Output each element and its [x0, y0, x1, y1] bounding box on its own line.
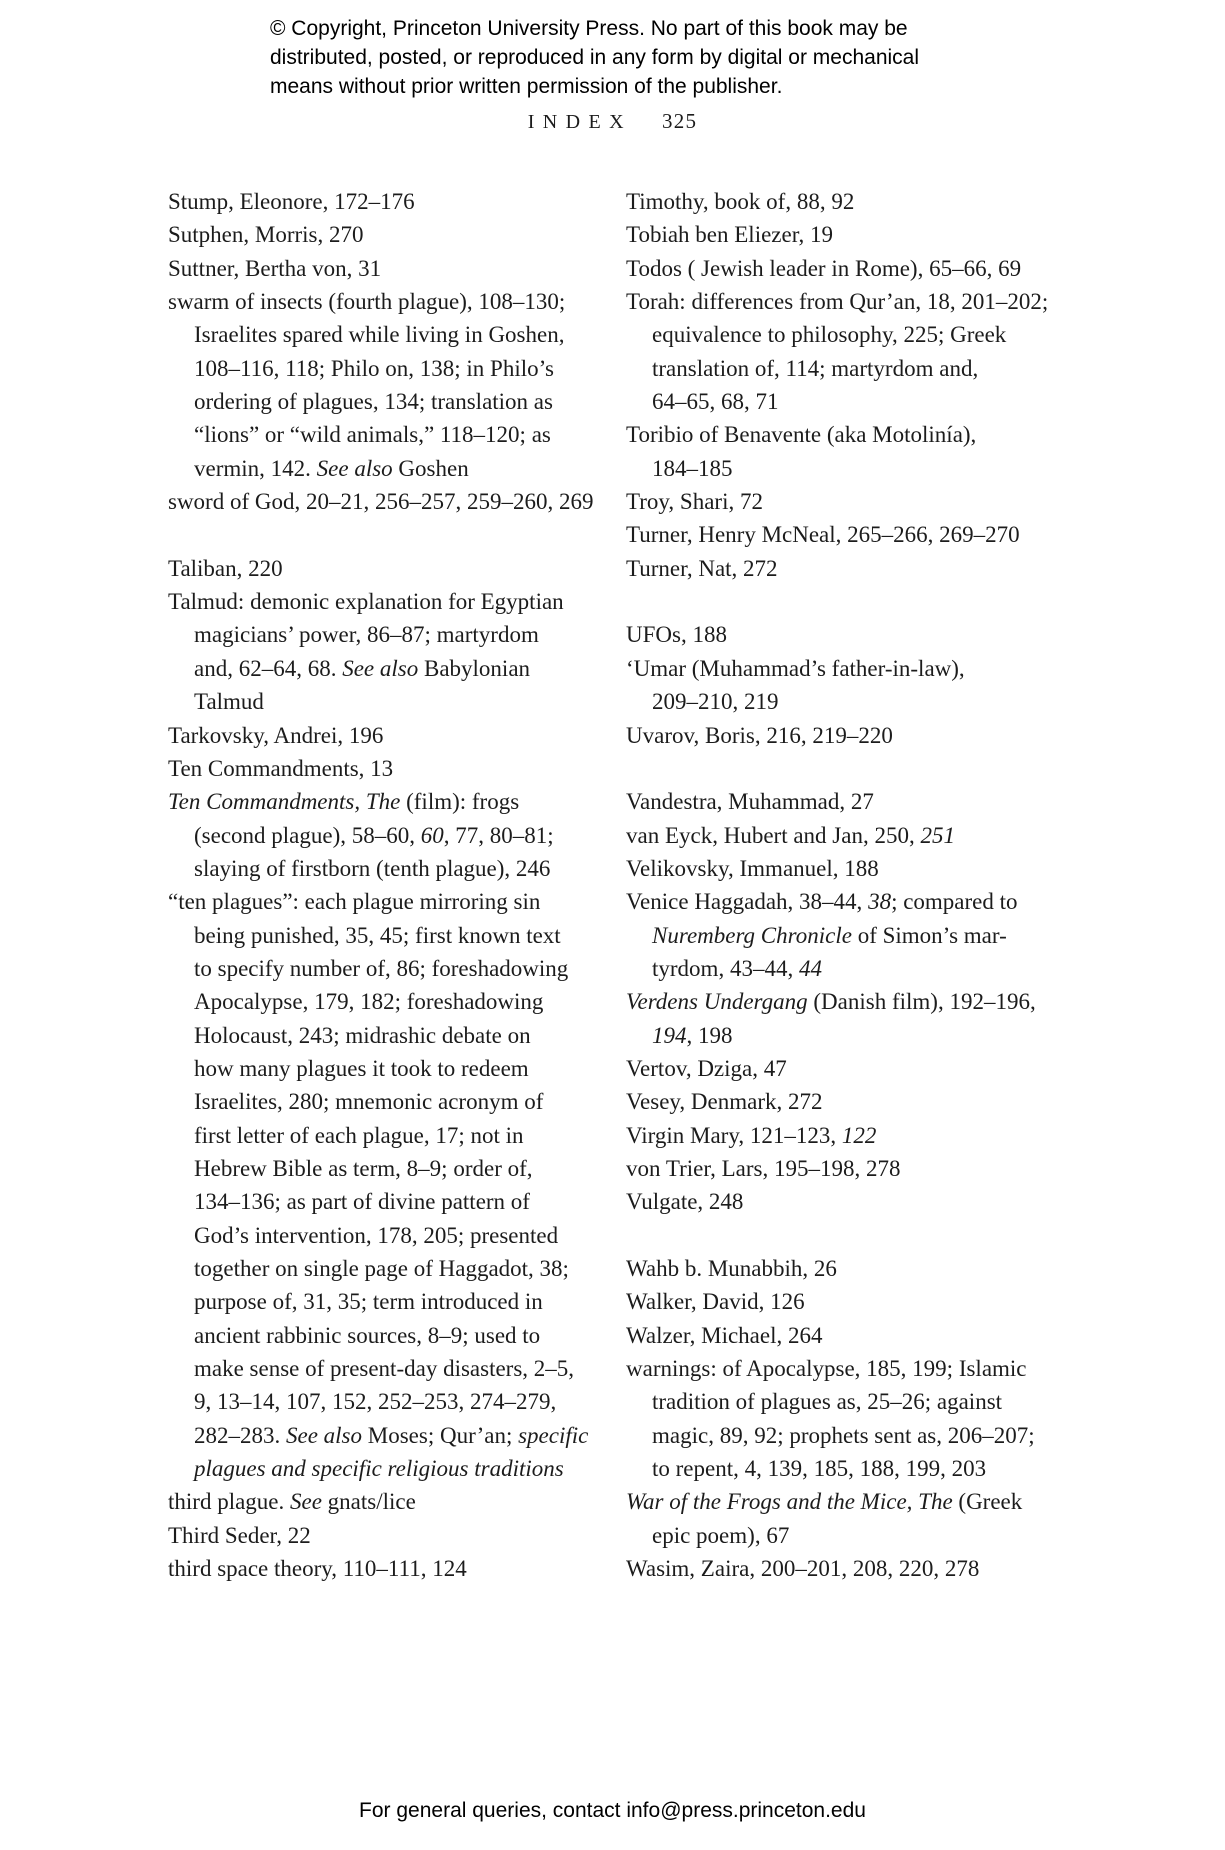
index-text-segment: Troy, Shari, 72: [626, 489, 763, 515]
index-columns: [168, 185, 1084, 1585]
index-text-segment: UFOs, 188: [626, 622, 727, 648]
index-line: [168, 752, 626, 785]
index-italic-segment: 122: [841, 1122, 877, 1148]
index-blank-line: [626, 585, 1084, 618]
index-text-segment: “ten plagues”: each plague mirroring sin: [168, 889, 541, 915]
index-line: [626, 1319, 1084, 1352]
index-line: [626, 719, 1084, 752]
index-text-segment: translation of, 114; martyrdom and,: [652, 355, 979, 381]
index-text-segment: Talmud: demonic explanation for Egyptian: [168, 589, 564, 615]
index-line: [626, 1485, 1084, 1518]
index-title: INDEX: [527, 111, 632, 133]
copyright-notice: [270, 14, 919, 101]
index-text-segment: Ten Commandments, 13: [168, 755, 394, 781]
index-line: [168, 552, 626, 585]
index-line: [626, 418, 1084, 451]
index-text-segment: Turner, Nat, 272: [626, 555, 778, 581]
index-line: [626, 285, 1084, 318]
index-text-segment: Torah: differences from Qur’an, 18, 201–202;: [626, 289, 1049, 315]
index-line: [168, 1119, 626, 1152]
index-line: [626, 685, 1084, 718]
index-text-segment: Vulgate, 248: [626, 1189, 744, 1215]
index-text-segment: Wahb b. Munabbih, 26: [626, 1256, 837, 1281]
index-text-segment: vermin, 142.: [194, 455, 317, 481]
index-text-segment: Timothy, book of, 88, 92: [626, 189, 855, 214]
index-text-segment: 134–136; as part of divine pattern of: [194, 1189, 530, 1215]
index-text-segment: Todos ( Jewish leader in Rome), 65–66, 69: [626, 255, 1022, 281]
index-text-segment: Sutphen, Morris, 270: [168, 222, 364, 248]
index-right-column: [626, 185, 1084, 1585]
index-text-segment: Vandestra, Muhammad, 27: [626, 789, 874, 815]
index-text-segment: make sense of present-day disasters, 2–5,: [194, 1356, 575, 1382]
index-line: [168, 885, 626, 918]
index-text-segment: Tarkovsky, Andrei, 196: [168, 722, 384, 748]
index-text-segment: Virgin Mary, 121–123,: [626, 1122, 842, 1148]
index-line: [168, 385, 626, 418]
index-text-segment: Babylonian: [418, 655, 531, 681]
index-text-segment: Walker, David, 126: [626, 1289, 805, 1315]
index-line: [168, 485, 626, 518]
index-line: [168, 185, 626, 218]
index-line: [168, 1085, 626, 1118]
index-text-segment: 209–210, 219: [652, 689, 779, 715]
index-line: [168, 1219, 626, 1252]
index-text-segment: Uvarov, Boris, 216, 219–220: [626, 722, 893, 748]
index-line: [626, 485, 1084, 518]
index-line: [626, 1552, 1084, 1585]
index-line: [626, 1352, 1084, 1385]
index-line: [626, 452, 1084, 485]
index-text-segment: ‘Umar (Muhammad’s father-in-law),: [626, 655, 965, 681]
index-text-segment: Stump, Eleonore, 172–176: [168, 189, 415, 214]
index-line: [168, 1419, 626, 1452]
index-text-segment: Toribio of Benavente (aka Motolinía),: [626, 422, 977, 448]
index-line: [626, 919, 1084, 952]
index-line: [626, 1285, 1084, 1318]
index-line: [168, 1185, 626, 1218]
index-line: [626, 1152, 1084, 1185]
index-text-segment: together on single page of Haggadot, 38;: [194, 1256, 569, 1281]
index-line: [168, 1052, 626, 1085]
index-line: [168, 1385, 626, 1418]
index-text-segment: swarm of insects (fourth plague), 108–130;: [168, 289, 566, 315]
index-text-segment: ordering of plagues, 134; translation as: [194, 389, 553, 415]
index-line: [168, 785, 626, 818]
index-italic-segment: See also: [286, 1422, 363, 1448]
index-text-segment: Venice Haggadah, 38–44,: [626, 889, 869, 915]
index-line: [626, 552, 1084, 585]
index-text-segment: of Simon’s mar-: [851, 922, 1007, 948]
index-text-segment: third space theory, 110–111, 124: [168, 1556, 467, 1582]
index-line: [626, 819, 1084, 852]
index-line: [168, 1519, 626, 1552]
index-line: [626, 1252, 1084, 1285]
index-blank-line: [626, 752, 1084, 785]
index-text-segment: magic, 89, 92; prophets sent as, 206–207;: [652, 1422, 1035, 1448]
index-text-segment: Holocaust, 243; midrashic debate on: [194, 1022, 531, 1048]
index-italic-segment: 44: [798, 955, 822, 981]
index-line: [168, 218, 626, 251]
index-text-segment: Vesey, Denmark, 272: [626, 1089, 823, 1115]
index-italic-segment: Ten Commandments, The: [168, 789, 401, 815]
index-line: [626, 885, 1084, 918]
index-text-segment: (film): frogs: [400, 789, 520, 815]
index-italic-segment: 251: [920, 822, 955, 848]
index-line: [626, 518, 1084, 551]
index-line: [168, 1285, 626, 1318]
index-text-segment: gnats/lice: [321, 1489, 416, 1515]
index-line: [626, 1419, 1084, 1452]
index-line: [168, 1352, 626, 1385]
index-text-segment: 64–65, 68, 71: [652, 389, 779, 415]
index-line: [168, 919, 626, 952]
index-line: [168, 652, 626, 685]
index-line: [626, 1052, 1084, 1085]
index-text-segment: tradition of plagues as, 25–26; against: [652, 1389, 1003, 1415]
index-line: [168, 685, 626, 718]
index-text-segment: Hebrew Bible as term, 8–9; order of,: [194, 1155, 533, 1181]
index-italic-segment: See also: [342, 655, 419, 681]
index-text-segment: Wasim, Zaira, 200–201, 208, 220, 278: [626, 1556, 980, 1582]
index-text-segment: first letter of each plague, 17; not in: [194, 1122, 524, 1148]
index-line: [168, 1319, 626, 1352]
index-line: [626, 1519, 1084, 1552]
index-text-segment: epic poem), 67: [652, 1522, 790, 1548]
index-text-segment: purpose of, 31, 35; term introduced in: [194, 1289, 543, 1315]
index-line: [168, 418, 626, 451]
index-text-segment: Third Seder, 22: [168, 1522, 311, 1548]
index-line: [168, 852, 626, 885]
index-text-segment: third plague.: [168, 1489, 290, 1515]
footer-contact-line: For general queries, contact info@press.princeton.edu: [359, 1799, 866, 1822]
index-text-segment: Apocalypse, 179, 182; foreshadowing: [194, 989, 544, 1015]
index-text-segment: Israelites, 280; mnemonic acronym of: [194, 1089, 544, 1115]
page-number: 325: [661, 109, 698, 133]
index-line: [168, 1152, 626, 1185]
index-text-segment: God’s intervention, 178, 205; presented: [194, 1222, 559, 1248]
index-text-segment: Walzer, Michael, 264: [626, 1322, 823, 1348]
index-line: [168, 252, 626, 285]
index-text-segment: Vertov, Dziga, 47: [626, 1055, 787, 1081]
index-text-segment: Tobiah ben Eliezer, 19: [626, 222, 833, 248]
index-text-segment: Israelites spared while living in Goshen,: [194, 322, 565, 348]
index-line: [626, 1385, 1084, 1418]
index-text-segment: 282–283.: [194, 1422, 286, 1448]
index-italic-segment: plagues and specific religious traditions: [194, 1456, 564, 1482]
page-header: [0, 109, 1225, 134]
index-text-segment: 184–185: [652, 455, 733, 481]
index-text-segment: Moses; Qur’an;: [362, 1422, 519, 1448]
index-text-segment: 9, 13–14, 107, 152, 252–253, 274–279,: [194, 1389, 557, 1415]
index-text-segment: slaying of firstborn (tenth plague), 246: [194, 855, 551, 881]
index-italic-segment: War of the Frogs and the Mice, The: [626, 1489, 953, 1515]
index-line: [168, 352, 626, 385]
index-text-segment: “lions” or “wild animals,” 118–120; as: [194, 422, 551, 448]
index-line: [168, 1452, 626, 1485]
index-italic-segment: 194: [652, 1022, 687, 1048]
index-text-segment: Turner, Henry McNeal, 265–266, 269–270: [626, 522, 1020, 548]
index-text-segment: Goshen: [392, 455, 469, 481]
index-text-segment: (Greek: [952, 1489, 1023, 1515]
index-text-segment: , 77, 80–81;: [443, 822, 554, 848]
index-text-segment: Talmud: [194, 689, 264, 715]
index-text-segment: to specify number of, 86; foreshadowing: [194, 955, 569, 981]
index-line: [626, 652, 1084, 685]
index-text-segment: warnings: of Apocalypse, 185, 199; Islamic: [626, 1356, 1027, 1382]
index-line: [168, 618, 626, 651]
index-italic-segment: Nuremberg Chronicle: [652, 922, 852, 948]
copyright-line: © Copyright, Princeton University Press. No part of this book may be: [270, 17, 908, 40]
index-line: [626, 352, 1084, 385]
index-line: [626, 952, 1084, 985]
index-text-segment: and, 62–64, 68.: [194, 655, 343, 681]
index-text-segment: magicians’ power, 86–87; martyrdom: [194, 622, 539, 648]
index-line: [626, 1019, 1084, 1052]
index-italic-segment: See also: [316, 455, 393, 481]
index-line: [168, 819, 626, 852]
index-italic-segment: 60: [420, 822, 444, 848]
index-line: [626, 1185, 1084, 1218]
index-line: [626, 385, 1084, 418]
index-blank-line: [626, 1219, 1084, 1252]
index-line: [168, 952, 626, 985]
index-text-segment: being punished, 35, 45; first known text: [194, 922, 561, 948]
index-text-segment: sword of God, 20–21, 256–257, 259–260, 269: [168, 489, 594, 515]
index-text-segment: 108–116, 118; Philo on, 138; in Philo’s: [194, 355, 554, 381]
index-italic-segment: Verdens Undergang: [626, 989, 808, 1015]
index-line: [626, 185, 1084, 218]
index-line: [168, 452, 626, 485]
index-text-segment: (Danish film), 192–196,: [807, 989, 1036, 1015]
index-line: [168, 1485, 626, 1518]
index-line: [168, 1019, 626, 1052]
index-text-segment: van Eyck, Hubert and Jan, 250,: [626, 822, 921, 848]
copyright-line: means without prior written permission of the publisher.: [270, 75, 783, 98]
index-left-column: [168, 185, 626, 1585]
index-text-segment: how many plagues it took to redeem: [194, 1055, 529, 1081]
index-line: [626, 618, 1084, 651]
copyright-line: distributed, posted, or reproduced in any form by digital or mechanical: [270, 46, 920, 69]
index-text-segment: Velikovsky, Immanuel, 188: [626, 855, 879, 881]
index-line: [626, 252, 1084, 285]
index-text-segment: Taliban, 220: [168, 555, 283, 581]
index-line: [626, 985, 1084, 1018]
index-line: [168, 1552, 626, 1585]
index-line: [168, 985, 626, 1018]
index-line: [626, 785, 1084, 818]
index-text-segment: to repent, 4, 139, 185, 188, 199, 203: [652, 1456, 987, 1482]
index-italic-segment: 38: [868, 889, 892, 915]
index-line: [626, 1085, 1084, 1118]
index-text-segment: von Trier, Lars, 195–198, 278: [626, 1155, 901, 1181]
index-line: [168, 285, 626, 318]
index-line: [626, 852, 1084, 885]
index-line: [168, 585, 626, 618]
index-text-segment: equivalence to philosophy, 225; Greek: [652, 322, 1007, 348]
index-line: [626, 318, 1084, 351]
index-text-segment: tyrdom, 43–44,: [652, 955, 799, 981]
index-text-segment: (second plague), 58–60,: [194, 822, 421, 848]
index-line: [168, 719, 626, 752]
index-text-segment: Suttner, Bertha von, 31: [168, 255, 382, 281]
index-line: [626, 218, 1084, 251]
index-line: [626, 1452, 1084, 1485]
index-blank-line: [168, 518, 626, 551]
index-italic-segment: specific: [518, 1422, 589, 1448]
index-line: [626, 1119, 1084, 1152]
index-italic-segment: See: [290, 1489, 322, 1515]
index-text-segment: ancient rabbinic sources, 8–9; used to: [194, 1322, 541, 1348]
index-text-segment: , 198: [686, 1022, 733, 1048]
index-line: [168, 318, 626, 351]
index-line: [168, 1252, 626, 1285]
index-text-segment: ; compared to: [891, 889, 1018, 915]
